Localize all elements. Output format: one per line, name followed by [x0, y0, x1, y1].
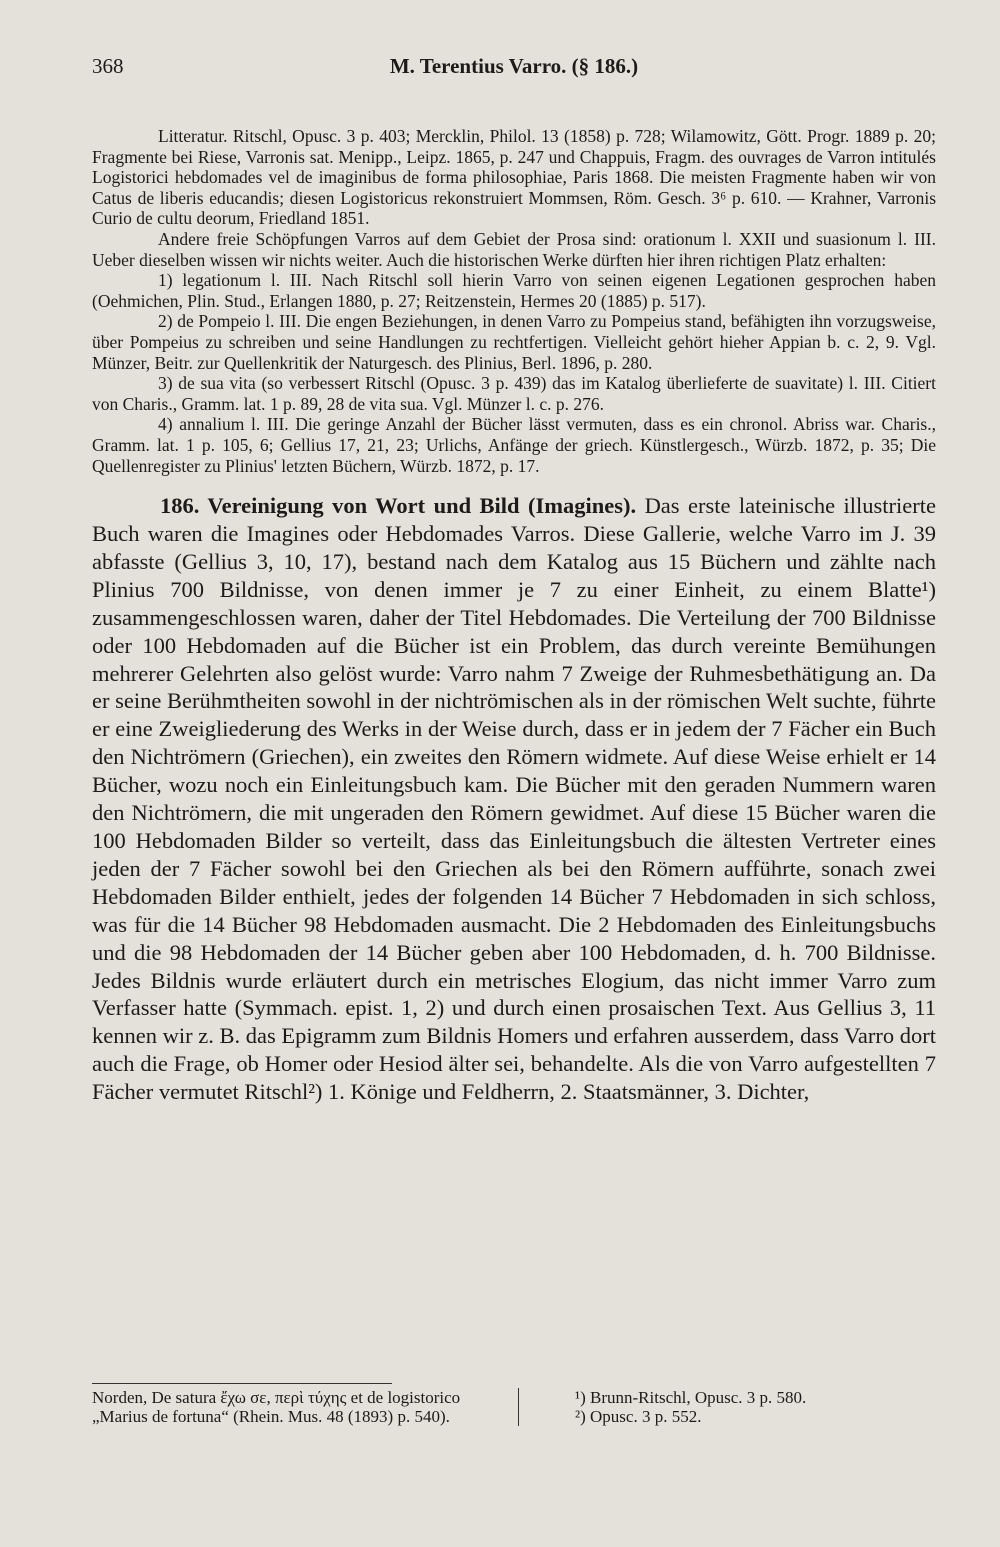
literature-paragraph: 2) de Pompeio l. III. Die engen Beziehungen, in denen Varro zu Pompeius stand, befähigten ihn vorzugsweise, über Pompeius zu schreiben und seine Handlungen zu rechtfertigen. Vielleicht gehört hieher Appian b. c. 2, 9. Vgl. Münzer, Beitr. zur Quellenkritik der Naturgesch. des Plinius, Berl. 1896, p. 280. — [92, 311, 936, 373]
section-body: Das erste lateinische illustrierte Buch waren die Imagines oder Hebdomades Varros. Diese Gallerie, welche Varro im J. 39 abfasste (Gellius 3, 10, 17), bestand nach dem Katalog aus 15 Büchern und zählte nach Plinius 700 Bildnisse, von denen immer je 7 zu einer Einheit, zu einem Blatte¹) zusammengeschlossen waren, daher der Titel Hebdomades. Die Verteilung der 700 Bildnisse oder 100 Hebdomaden auf die Bücher ist ein Problem, das durch vereinte Bemühungen mehrerer Gelehrten also gelöst wurde: Varro nahm 7 Zweige der Ruhmesbethätigung an. Da er seine Berühmtheiten sowohl in der nichtrömischen als in der römischen Welt suchte, führte er eine Zweigliederung des Werks in der Weise durch, dass er in jedem der 7 Fächer ein Buch den Nichtrömern (Griechen), ein zweites den Römern widmete. Auf diese Weise erhielt er 14 Bücher, wozu noch ein Einleitungsbuch kam. Die Bücher mit den geraden Nummern waren den Nichtrömern, die mit ungeraden den Römern gewidmet. Auf diese 15 Bücher waren die 100 Hebdomaden Bilder so verteilt, dass das Einleitungsbuch die ältesten Vertreter eines jeden der 7 Fächer sowohl bei den Griechen als bei den Römern aufführte, sonach zwei Hebdomaden Bilder enthielt, jedes der folgenden 14 Bücher 7 Hebdomaden in sich schloss, was für die 14 Bücher 98 Hebdomaden ausmacht. Die 2 Hebdomaden des Einleitungsbuchs und die 98 Hebdomaden der 14 Bücher geben aber 100 Hebdomaden, d. h. 700 Bildnisse. Jedes Bildnis wurde erläutert durch ein metrisches Elogium, das nicht immer Varro zum Verfasser hatte (Symmach. epist. 1, 2) und durch einen prosaischen Text. Aus Gellius 3, 11 kennen wir z. B. das Epigramm zum Bildnis Homers und erfahren ausserdem, dass Varro dort auch die Frage, ob Homer oder Hesiod älter sei, behandelte. Als die von Varro aufgestellten 7 Fächer vermutet Ritschl²) 1. Könige und Feldherrn, 2. Staatsmänner, 3. Dichter, — [92, 493, 937, 1105]
running-title: M. Terentius Varro. (§ 186.) — [389, 54, 639, 78]
literature-paragraph: Litteratur. Ritschl, Opusc. 3 p. 403; Mercklin, Philol. 13 (1858) p. 728; Wilamowitz, Gött. Progr. 1889 p. 20; Fragmente bei Riese, Varronis sat. Menipp., Leipz. 1865, p. 247 und Chappuis, Fragm. des ouvrages de Varron intitulés Logistorici hebdomades vel de imaginibus de forma philosophiae, Paris 1868. Die meisten Fragmente haben wir von Catus de liberis educandis; diesen Logistoricus rekonstruiert Mommsen, Röm. Gesch. 3⁶ p. 610. — Krahner, Varronis Curio de cultu deorum, Friedland 1851. — [92, 126, 936, 229]
literature-paragraph: 4) annalium l. III. Die geringe Anzahl der Bücher lässt vermuten, dass es ein chronol. Abriss war. Charis., Gramm. lat. 1 p. 105, 6; Gellius 17, 21, 23; Urlichs, Anfänge der griech. Künstlergesch., Würzb. 1872, p. 35; Die Quellenregister zu Plinius' letzten Büchern, Würzb. 1872, p. 17. — [92, 414, 936, 476]
footnote-2: ²) Opusc. 3 p. 552. — [575, 1407, 702, 1426]
running-header — [92, 54, 936, 94]
footnotes — [92, 1388, 936, 1426]
section-186 — [92, 492, 936, 1106]
footnote-continued: Norden, De satura ἔχω σε, περὶ τύχης et de logistorico „Marius de fortuna“ (Rhein. Mus. 48 (1893) p. 540). — [92, 1388, 519, 1426]
literature-paragraph: 1) legationum l. III. Nach Ritschl soll hierin Varro von seinen eigenen Legationen gesprochen haben (Oehmichen, Plin. Stud., Erlangen 1880, p. 27; Reitzenstein, Hermes 20 (1885) p. 517). — [92, 270, 936, 311]
section-heading: 186. Vereinigung von Wort und Bild (Imagines). — [160, 493, 637, 519]
literature-paragraph: 3) de sua vita (so verbessert Ritschl (Opusc. 3 p. 439) das im Katalog überlieferte de suavitate) l. III. Citiert von Charis., Gramm. lat. 1 p. 89, 28 de vita sua. Vgl. Münzer l. c. p. 276. — [92, 373, 936, 414]
footnote-rule — [92, 1383, 392, 1384]
literature-paragraph: Andere freie Schöpfungen Varros auf dem Gebiet der Prosa sind: orationum l. XXII und suasionum l. III. Ueber dieselben wissen wir nichts weiter. Auch die historischen Werke dürften hier ihren richtigen Platz erhalten: — [92, 228, 936, 270]
literature-block — [92, 126, 936, 476]
footnote-list — [519, 1388, 936, 1426]
page-number: 368 — [92, 54, 124, 78]
section-paragraph — [92, 492, 936, 1106]
footnote-1: ¹) Brunn-Ritschl, Opusc. 3 p. 580. — [575, 1388, 807, 1407]
